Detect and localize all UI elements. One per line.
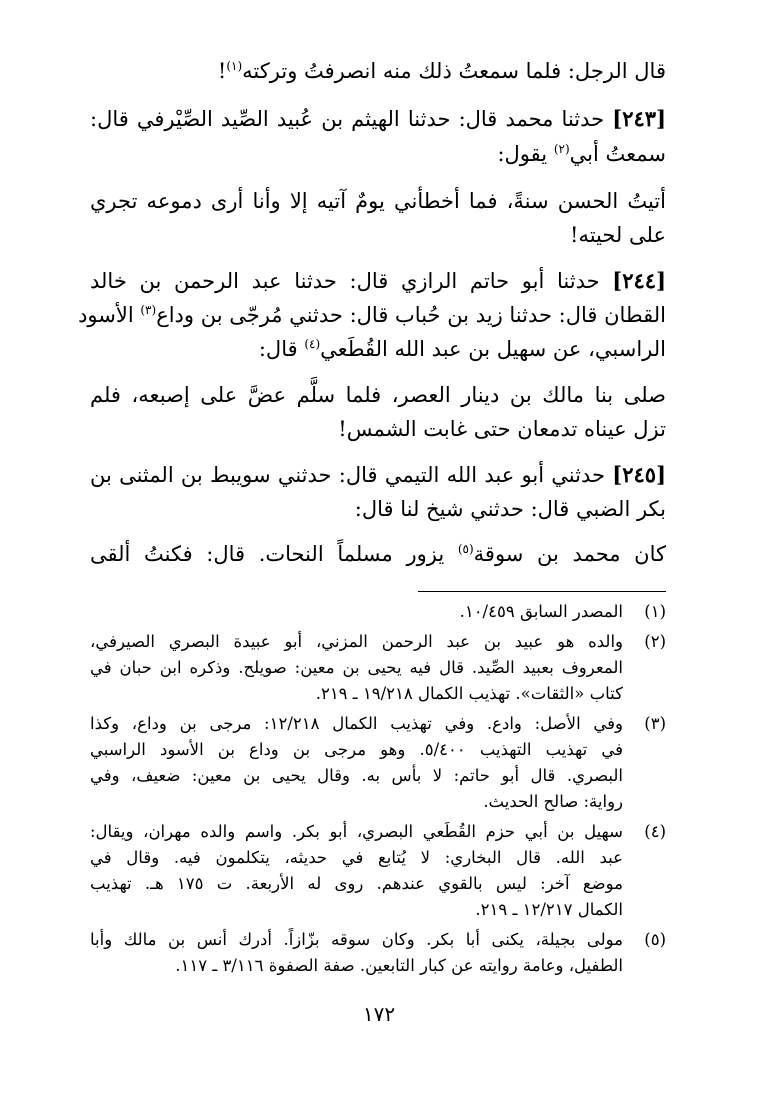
text-line: بكر الضبي قال: حدثني شيخ لنا قال: [354, 497, 666, 521]
footnote-4-line: سهيل بن أبي حزم القُطَعي البصري، أبو بكر. واسم والده مهران، ويقال: [90, 822, 623, 841]
text-line: سمعتُ أبي$^{(٢)}$ يقول: [497, 142, 666, 166]
text-line: أتيتُ الحسن سنةً، فما أخطأني يومٌ آتيه إلا وأنا أرى دموعه تجري [90, 189, 666, 213]
footnote-number: (٢) [644, 632, 666, 651]
narration-heading-245: [٢٤٥] حدثني أبو عبد الله التيمي قال: حدثني سويبط بن المثنى بن [90, 462, 666, 487]
text-line: على لحيته! [570, 223, 666, 247]
footnote-3-line: البصري. قال أبو حاتم: لا بأس به. وقال يحيى بن معين: ضعيف، وفي [90, 766, 623, 785]
footnote-separator [418, 591, 666, 592]
narration-heading-244: [٢٤٤] حدثنا أبو حاتم الرازي قال: حدثنا عبد الرحمن بن خالد [90, 268, 666, 293]
footnote-2-line: المعروف بعبيد الصِّيد. قال فيه يحيى بن معين: صويلح. وذكره ابن حبان في [90, 658, 623, 677]
narration-number: [٢٤٣] [612, 106, 666, 131]
narration-number: [٢٤٥] [612, 462, 666, 487]
text-line: الراسبي، عن سهيل بن عبد الله القُطَعي$^{(٤)}$ قال: [258, 337, 666, 361]
footnote-ref: (٢) [553, 142, 570, 156]
footnote-4-line: الكمال ١٢/٢١٧ ـ ٢١٩. [475, 900, 623, 919]
text-line: كان محمد بن سوقة$^{(٥)}$ يزور مسلماً النحات. قال: فكنتُ ألقى [90, 542, 666, 566]
text-line: القطان قال: حدثنا زيد بن حُباب قال: حدثني مُرجّى بن وداع$^{(٣)}$ الأسود [78, 303, 666, 327]
text-line: تزل عيناه تدمعان حتى غابت الشمس! [338, 417, 666, 441]
footnote-5-line: مولى بجيلة، يكنى أبا بكر. وكان سوقه بزّازاً. أدرك أنس بن مالك وأبا [90, 930, 623, 949]
footnote-number: (٣) [644, 714, 666, 733]
footnote-ref: (١) [226, 59, 243, 73]
footnote-3-line: وفي الأصل: وادع. وفي تهذيب الكمال ١٢/٢١٨: مرجى بن وداع، وكذا [90, 714, 623, 733]
text-line: قال الرجل: فلما سمعتُ ذلك منه انصرفتُ وتركته$^{(١)}$! [217, 59, 666, 83]
footnote-number: (١) [644, 602, 666, 621]
footnote-number: (٤) [644, 822, 666, 841]
footnote-3-line: رواية: صالح الحديث. [483, 792, 623, 811]
footnote-2-line: كتاب «الثقات». تهذيب الكمال ١٩/٢١٨ ـ ٢١٩. [315, 684, 623, 703]
footnote-1: المصدر السابق ١٠/٤٥٩. [459, 602, 623, 621]
footnote-5-line: الطفيل، وعامة روايته عن كبار التابعين. صفة الصفوة ٣/١١٦ ـ ١١٧. [175, 956, 623, 975]
footnote-4-line: موضع آخر: ليس بالقوي عندهم. روى له الأربعة. ت ١٧٥ هـ. تهذيب [90, 874, 623, 893]
footnote-2-line: والده هو عبيد بن عبد الرحمن المزني، أبو عبيدة البصري الصيرفي، [90, 632, 623, 651]
narration-number: [٢٤٤] [612, 268, 666, 293]
footnote-ref: (٤) [304, 337, 321, 351]
footnote-4-line: عبد الله. قال البخاري: لا يُتابع في حديثه، يتكلمون فيه. وقال في [90, 848, 623, 867]
text-line: صلى بنا مالك بن دينار العصر، فلما سلَّم عضَّ على إصبعه، فلم [90, 383, 666, 407]
footnote-number: (٥) [644, 930, 666, 949]
footnote-ref: (٣) [140, 303, 157, 317]
footnote-3-line: في تهذيب التهذيب ٥/٤٠٠. وهو مرجى بن وداع بن الأسود الراسبي [90, 740, 623, 759]
page-number: ١٧٢ [362, 1002, 396, 1026]
narration-heading-243: [٢٤٣] حدثنا محمد قال: حدثنا الهيثم بن عُبيد الصِّيد الصِّيْرفي قال: [90, 106, 666, 131]
footnote-ref: (٥) [457, 542, 474, 556]
